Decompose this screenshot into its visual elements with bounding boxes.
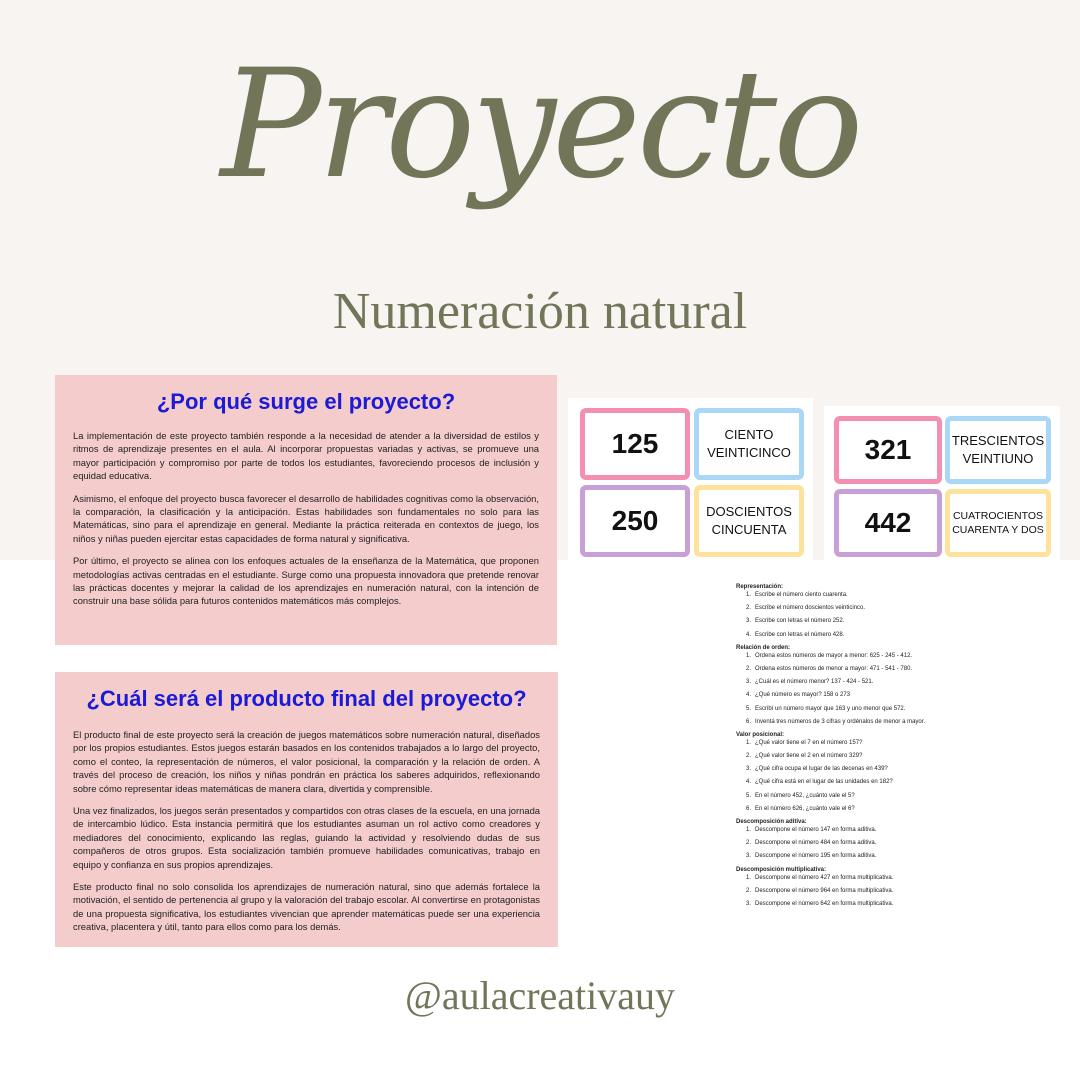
worksheet-section — [736, 866, 996, 908]
number-card: 442 — [834, 489, 942, 557]
exercise-item: 2. Ordena estos números de menor a mayor: 471 - 541 - 780. — [746, 665, 913, 672]
exercise-item: 3. ¿Cuál es el número menor? 137 - 424 - 521. — [746, 679, 874, 686]
exercise-item: 1. Descompone el número 147 en forma aditiva. — [746, 827, 877, 833]
number-card: 321 — [834, 416, 942, 484]
page-title: Proyecto — [220, 38, 860, 212]
exercise-item: 1. Escribe el número ciento cuarenta. — [746, 592, 848, 598]
worksheet-section — [736, 644, 996, 726]
product-paragraph-3: Este producto final no solo consolida los aprendizajes de numeración natural, sino que además fortalece la motivación, el sentido de pertenencia al grupo y la valoración del trabajo escolar. Al convertirse en protagonistas de una propuesta significativa, los estudiantes vivencian que aprender matemáticas puede ser una experiencia creativa, placentera y útil, tanto para ellos como para los demás. — [73, 881, 540, 933]
why-paragraph-1: La implementación de este proyecto también responde a la necesidad de atender a la diversidad de estilos y ritmos de aprendizaje presentes en el aula. Al incorporar propuestas variadas y activas, se promueve una mayor participación y compromiso por parte de todos los estudiantes, favoreciendo procesos de inclusión y equidad educativa. — [73, 430, 539, 482]
product-paragraph-1: El producto final de este proyecto será la creación de juegos matemáticos sobre numeración natural, diseñados por los propios estudiantes. Estos juegos estarán basados en los contenidos trabajados a lo largo del proyecto, como el conteo, la representación de números, el valor posicional, la comparación y la relación de orden. A través del proceso de creación, los niños y niñas pondrán en práctica los saberes adquiridos, reflexionando sobre cómo representar ideas matemáticas de manera clara, divertida y comprensible. — [73, 729, 540, 794]
product-paragraph-2: Una vez finalizados, los juegos serán presentados y compartidos con otras clases de la escuela, en una jornada de intercambio lúdico. Esta instancia permitirá que los estudiantes asuman un rol activo como creadores y mediadores del conocimiento, explicando las reglas, guiando la actividad y resolviendo dudas de sus compañeros de otros grupos. Esta socialización también promueve habilidades comunicativas, trabajo en equipo y confianza en sus propios aprendizajes. — [73, 805, 540, 870]
exercise-item: 3. Descompone el número 642 en forma multiplicativa. — [746, 900, 894, 907]
page-subtitle: Numeración natural — [332, 283, 748, 340]
why-project-heading: ¿Por qué surge el proyecto? — [156, 389, 456, 414]
number-cards-set-1 — [568, 398, 813, 566]
worksheet-section — [736, 583, 996, 639]
word-card: CIENTO VEINTICINCO — [694, 408, 804, 480]
exercise-item: 5. Escribí un número mayor que 163 y uno menor que 572. — [746, 705, 906, 712]
worksheet-section — [736, 818, 996, 860]
word-card: TRESCIENTOS VEINTIUNO — [945, 416, 1051, 484]
why-paragraph-2: Asimismo, el enfoque del proyecto busca favorecer el desarrollo de habilidades cognitivas como la observación, la comparación, la clasificación y la anticipación. Estas habilidades son fundamentales no solo para las Matemáticas, sino para el aprendizaje en general. Mediante la práctica reiterada en contextos de juego, los niños y niñas pueden ejercitar estas capacidades de forma natural y significativa. — [73, 492, 539, 544]
why-paragraph-3: Por último, el proyecto se alinea con los enfoques actuales de la enseñanza de la Matemática, que proponen metodologías activas centradas en el estudiante. Surge como una propuesta innovadora que pretende renovar las prácticas docentes y mejorar la calidad de los aprendizajes en numeración natural, con la intención de construir una base sólida para futuros contenidos matemáticos más complejos. — [73, 555, 539, 607]
section-heading: Valor posicional: — [736, 731, 785, 738]
section-heading: Relación de orden: — [736, 644, 791, 651]
exercise-item: 4. Escribe con letras el número 428. — [746, 631, 845, 638]
exercise-item: 2. Descompone el número 484 en forma aditiva. — [746, 840, 877, 847]
section-heading: Descomposición aditiva: — [736, 819, 807, 825]
number-cards-set-2 — [824, 406, 1060, 564]
exercise-item: 6. En el número 626, ¿cuánto vale el 6? — [746, 805, 855, 812]
exercise-item: 2. Escribe el número doscientos veinticinco. — [746, 605, 866, 612]
number-card: 125 — [580, 408, 690, 480]
worksheet-section — [736, 731, 996, 813]
section-heading: Representación: — [736, 584, 784, 590]
exercise-item: 3. Descompone el número 195 en forma aditiva. — [746, 853, 877, 860]
exercise-item: 1. Descompone el número 427 en forma multiplicativa. — [746, 874, 894, 881]
exercise-item: 2. ¿Qué valor tiene el 2 en el número 329? — [746, 753, 863, 760]
word-card: DOSCIENTOS CINCUENTA — [694, 485, 804, 557]
exercise-item: 2. Descompone el número 964 en forma multiplicativa. — [746, 887, 894, 894]
exercise-item: 4. ¿Qué número es mayor? 158 o 273 — [746, 692, 851, 699]
exercise-item: 1. ¿Qué valor tiene el 7 en el número 157? — [746, 739, 863, 746]
exercise-item: 3. Escribe con letras el número 252. — [746, 618, 845, 625]
word-card: CUATROCIENTOS CUARENTA Y DOS — [945, 489, 1051, 557]
final-product-heading: ¿Cuál será el producto final del proyecto? — [86, 686, 527, 711]
number-card: 250 — [580, 485, 690, 557]
final-product-panel — [55, 672, 558, 947]
social-handle: @aulacreativauy — [404, 973, 676, 1018]
exercise-item: 5. En el número 452, ¿cuánto vale el 5? — [746, 792, 855, 799]
exercise-worksheet — [736, 583, 996, 913]
exercise-item: 4. ¿Qué cifra está en el lugar de las unidades en 182? — [746, 779, 893, 786]
why-project-panel — [55, 375, 557, 645]
exercise-item: 3. ¿Qué cifra ocupa el lugar de las decenas en 439? — [746, 766, 888, 773]
exercise-item: 6. Inventá tres números de 3 cifras y ordénalos de menor a mayor. — [746, 718, 926, 725]
section-heading: Descomposición multiplicativa: — [736, 866, 827, 873]
exercise-item: 1. Ordena estos números de mayor a menor: 625 - 245 - 412. — [746, 652, 913, 659]
